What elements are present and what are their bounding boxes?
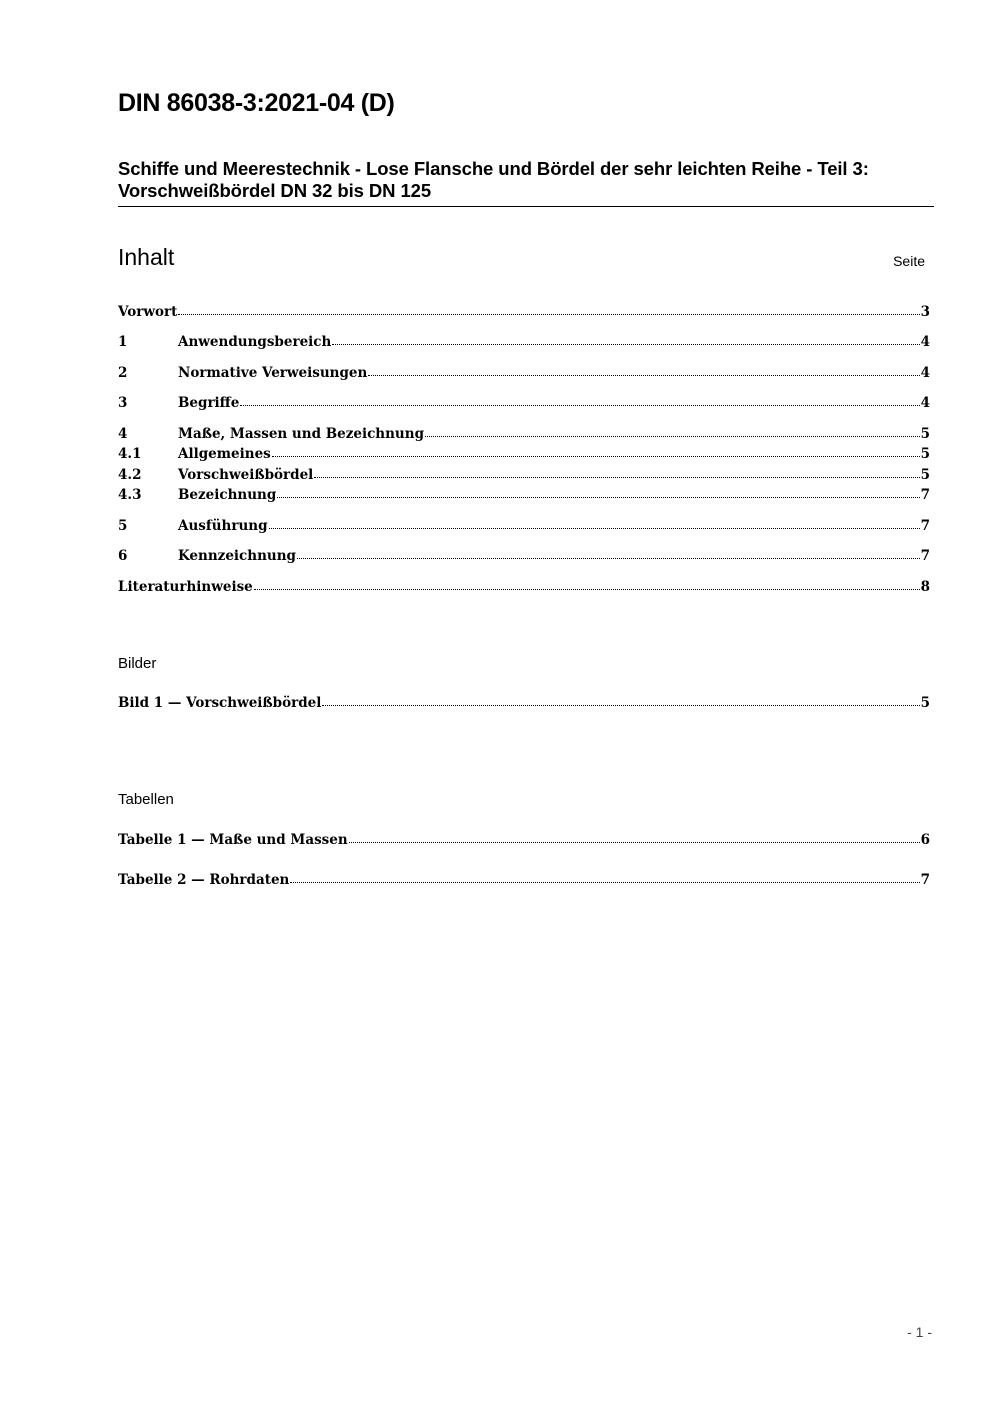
toc-entry-page: 4	[920, 395, 930, 411]
toc-heading: Inhalt	[118, 244, 175, 270]
page-number: - 1 -	[907, 1324, 932, 1340]
table-entry-page: 7	[920, 872, 930, 888]
toc-entry-number: 5	[118, 518, 128, 534]
toc-leader	[272, 450, 920, 457]
toc-entry-3[interactable]	[118, 393, 930, 413]
toc-entry-page: 5	[920, 426, 930, 442]
toc-leader	[368, 369, 919, 376]
toc-entry-number: 6	[118, 548, 128, 564]
toc-entry-4-2[interactable]	[118, 465, 930, 485]
figures-heading: Bilder	[118, 655, 157, 672]
figure-entry-text: Bild 1 — Vorschweißbördel	[118, 695, 322, 711]
toc-page-column-label: Seite	[893, 253, 925, 269]
toc-entry-text: Begriffe	[178, 395, 240, 411]
toc-leader	[290, 876, 919, 883]
table-entry-2[interactable]	[118, 870, 930, 890]
toc-entry-text: Ausführung	[178, 518, 268, 534]
toc-entry-page: 7	[920, 548, 930, 564]
toc-entry-1[interactable]	[118, 332, 930, 352]
toc-entry-number: 4	[118, 426, 128, 442]
toc-entry-4-3[interactable]	[118, 485, 930, 505]
toc-entry-number: 4.1	[118, 446, 142, 462]
document-title: Schiffe und Meerestechnik - Lose Flansche und Bördel der sehr leichten Reihe - Teil 3: Vorschweißbördel DN 32 bis DN 125	[118, 158, 869, 201]
toc-leader	[425, 430, 920, 437]
toc-entry-number: 3	[118, 395, 128, 411]
tables-heading: Tabellen	[118, 791, 174, 808]
toc-leader	[240, 399, 919, 406]
toc-entry-text: Maße, Massen und Bezeichnung	[178, 426, 425, 442]
toc-entry-page: 3	[920, 304, 930, 320]
toc-entry-page: 4	[920, 334, 930, 350]
toc-entry-vorwort[interactable]	[118, 302, 930, 322]
toc-entry-page: 8	[920, 579, 930, 595]
toc-entry-text: Vorwort	[118, 304, 178, 320]
toc-entry-4-1[interactable]	[118, 444, 930, 464]
figure-entry-1[interactable]	[118, 693, 930, 713]
toc-entry-5[interactable]	[118, 516, 930, 536]
toc-leader	[254, 583, 920, 590]
toc-entry-text: Bezeichnung	[178, 487, 277, 503]
toc-leader	[314, 471, 919, 478]
document-id: DIN 86038-3:2021-04 (D)	[118, 89, 395, 117]
toc-leader	[178, 308, 919, 315]
table-entry-page: 6	[920, 832, 930, 848]
toc-entry-page: 7	[920, 487, 930, 503]
toc-leader	[269, 522, 920, 529]
title-divider	[118, 206, 934, 207]
toc-entry-literaturhinweise[interactable]	[118, 577, 930, 597]
toc-leader	[349, 836, 920, 843]
toc-entry-2[interactable]	[118, 363, 930, 383]
toc-entry-page: 7	[920, 518, 930, 534]
toc-entry-text: Normative Verweisungen	[178, 365, 368, 381]
toc-entry-6[interactable]	[118, 546, 930, 566]
toc-entry-number: 4.3	[118, 487, 142, 503]
toc-entry-number: 1	[118, 334, 128, 350]
toc-entry-text: Kennzeichnung	[178, 548, 296, 564]
toc-leader	[322, 699, 919, 706]
toc-entry-text: Anwendungsbereich	[178, 334, 332, 350]
toc-leader	[277, 491, 919, 498]
table-entry-1[interactable]	[118, 830, 930, 850]
toc-entry-4[interactable]	[118, 424, 930, 444]
toc-entry-text: Allgemeines	[178, 446, 271, 462]
toc-entry-number: 2	[118, 365, 128, 381]
toc-entry-page: 4	[920, 365, 930, 381]
toc-entry-page: 5	[920, 446, 930, 462]
toc-leader	[332, 338, 919, 345]
toc-entry-text: Vorschweißbördel	[178, 467, 314, 483]
table-entry-text: Tabelle 2 — Rohrdaten	[118, 872, 290, 888]
toc-entry-text: Literaturhinweise	[118, 579, 253, 595]
toc-entry-page: 5	[920, 467, 930, 483]
toc-leader	[297, 552, 920, 559]
table-entry-text: Tabelle 1 — Maße und Massen	[118, 832, 348, 848]
figure-entry-page: 5	[920, 695, 930, 711]
toc-entry-number: 4.2	[118, 467, 142, 483]
